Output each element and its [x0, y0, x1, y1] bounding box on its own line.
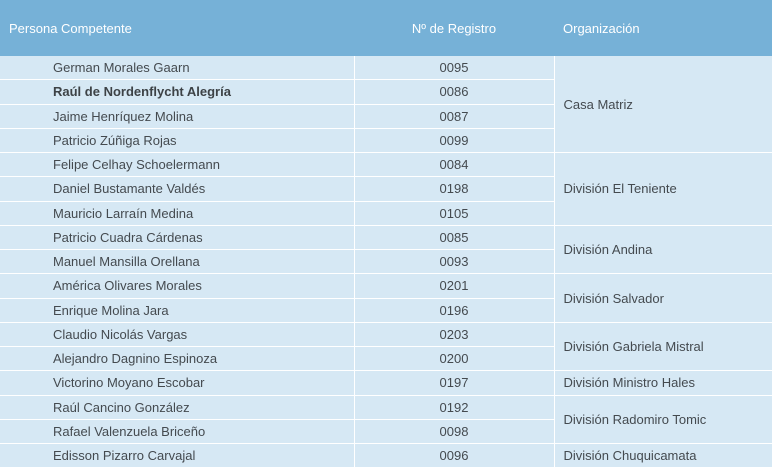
person-name-cell: Enrique Molina Jara [0, 298, 354, 322]
table-header [0, 0, 772, 56]
registry-number-cell: 0105 [354, 201, 554, 225]
table-row [0, 444, 772, 468]
table-row [0, 322, 772, 346]
registry-number-cell: 0201 [354, 274, 554, 298]
registry-number-cell: 0197 [354, 371, 554, 395]
registry-number-cell: 0085 [354, 225, 554, 249]
table-row [0, 153, 772, 177]
registry-number-cell: 0096 [354, 444, 554, 468]
table-row [0, 56, 772, 80]
registry-number-cell: 0203 [354, 322, 554, 346]
registry-number-cell: 0093 [354, 250, 554, 274]
registry-number-cell: 0095 [354, 56, 554, 80]
organization-cell: División Radomiro Tomic [554, 395, 772, 444]
person-name-cell: Manuel Mansilla Orellana [0, 250, 354, 274]
registry-number-cell: 0087 [354, 104, 554, 128]
organization-cell: División Chuquicamata [554, 444, 772, 468]
table-body [0, 56, 772, 467]
registry-number-cell: 0200 [354, 347, 554, 371]
person-name-cell: Patricio Zúñiga Rojas [0, 128, 354, 152]
header-registry: Nº de Registro [354, 0, 554, 56]
organization-cell: División Ministro Hales [554, 371, 772, 395]
registry-number-cell: 0192 [354, 395, 554, 419]
registry-number-cell: 0084 [354, 153, 554, 177]
registry-number-cell: 0099 [354, 128, 554, 152]
person-name-cell: Mauricio Larraín Medina [0, 201, 354, 225]
organization-cell: Casa Matriz [554, 56, 772, 153]
registry-number-cell: 0086 [354, 80, 554, 104]
organization-cell: División El Teniente [554, 153, 772, 226]
person-name-cell: Edisson Pizarro Carvajal [0, 444, 354, 468]
organization-cell: División Gabriela Mistral [554, 322, 772, 371]
person-name-cell: Raúl de Nordenflycht Alegría [0, 80, 354, 104]
person-name-cell: América Olivares Morales [0, 274, 354, 298]
person-name-cell: Rafael Valenzuela Briceño [0, 419, 354, 443]
registry-number-cell: 0198 [354, 177, 554, 201]
table-row [0, 225, 772, 249]
person-name-cell: Jaime Henríquez Molina [0, 104, 354, 128]
registry-number-cell: 0098 [354, 419, 554, 443]
header-organization: Organización [554, 0, 772, 56]
person-name-cell: Felipe Celhay Schoelermann [0, 153, 354, 177]
table-row [0, 274, 772, 298]
table-row [0, 371, 772, 395]
person-name-cell: Victorino Moyano Escobar [0, 371, 354, 395]
person-name-cell: German Morales Gaarn [0, 56, 354, 80]
person-name-cell: Claudio Nicolás Vargas [0, 322, 354, 346]
header-name: Persona Competente [0, 0, 354, 56]
organization-cell: División Salvador [554, 274, 772, 323]
table-row [0, 395, 772, 419]
person-name-cell: Raúl Cancino González [0, 395, 354, 419]
header-row [0, 0, 772, 56]
person-name-cell: Alejandro Dagnino Espinoza [0, 347, 354, 371]
person-name-cell: Daniel Bustamante Valdés [0, 177, 354, 201]
organization-cell: División Andina [554, 225, 772, 274]
person-name-cell: Patricio Cuadra Cárdenas [0, 225, 354, 249]
registry-number-cell: 0196 [354, 298, 554, 322]
